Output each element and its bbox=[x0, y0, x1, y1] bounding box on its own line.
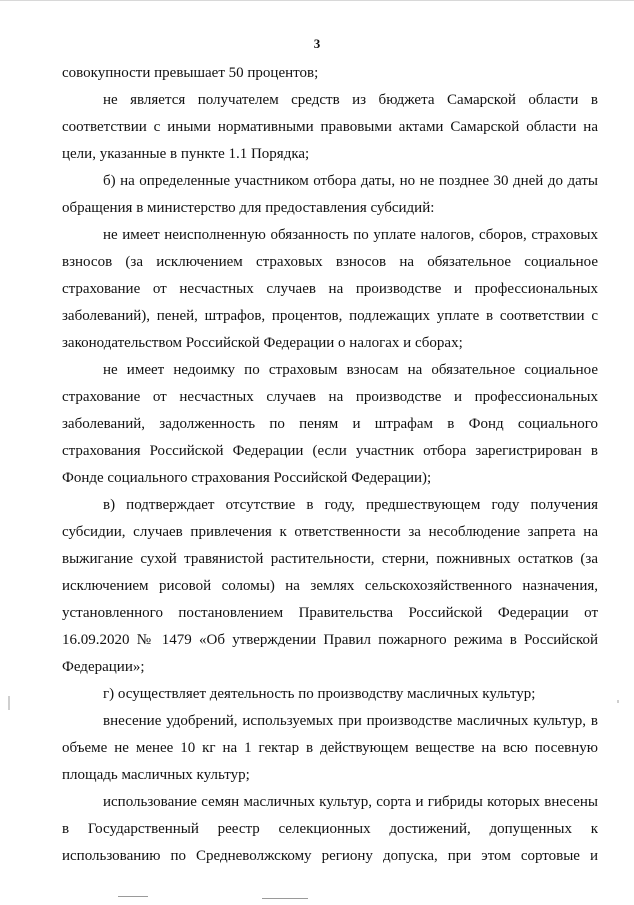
text-line: страхование от несчастных случаев на производстве и профессиональных bbox=[62, 389, 598, 405]
page-number: 3 bbox=[313, 36, 321, 51]
text-line: страхования Российской Федерации (если участник отбора зарегистрирован в bbox=[62, 443, 598, 459]
text-line: установленного постановлением Правительства Российской Федерации от bbox=[62, 605, 598, 621]
text-line: в) подтверждает отсутствие в году, предшествующем году получения bbox=[103, 497, 598, 513]
text-line: г) осуществляет деятельность по производству масличных культур; bbox=[103, 686, 536, 702]
text-line: обращения в министерство для предоставления субсидий: bbox=[62, 200, 435, 216]
text-line: внесение удобрений, используемых при производстве масличных культур, в bbox=[103, 713, 598, 729]
text-line: б) на определенные участником отбора даты, но не позднее 30 дней до даты bbox=[103, 173, 598, 189]
text-line: не имеет неисполненную обязанность по уплате налогов, сборов, страховых bbox=[103, 227, 598, 243]
text-line: объеме не менее 10 кг на 1 гектар в действующем веществе на всю посевную bbox=[62, 740, 598, 756]
text-line: Фонде социального страхования Российской Федерации); bbox=[62, 470, 432, 486]
page-top-edge bbox=[0, 0, 634, 1]
text-line: выжигание сухой травянистой растительности, стерни, пожнивных остатков (за bbox=[62, 551, 598, 567]
text-line: Федерации»; bbox=[62, 659, 145, 675]
scan-artifact bbox=[118, 896, 148, 897]
text-line: не имеет недоимку по страховым взносам на обязательное социальное bbox=[103, 362, 598, 378]
text-line: страхование от несчастных случаев на производстве и профессиональных bbox=[62, 281, 598, 297]
text-line: соответствии с иными нормативными правовыми актами Самарской области на bbox=[62, 119, 598, 135]
text-line: законодательством Российской Федерации о налогах и сборах; bbox=[62, 335, 463, 351]
text-line: площадь масличных культур; bbox=[62, 767, 250, 783]
text-line: заболеваний, задолженность по пеням и штрафам в Фонд социального bbox=[62, 416, 598, 432]
text-line: совокупности превышает 50 процентов; bbox=[62, 65, 319, 81]
text-line: использование семян масличных культур, сорта и гибриды которых внесены bbox=[103, 794, 598, 810]
scan-artifact bbox=[8, 696, 10, 710]
text-line: заболеваний), пеней, штрафов, процентов, подлежащих уплате в соответствии с bbox=[62, 308, 598, 324]
text-line: 16.09.2020 № 1479 «Об утверждении Правил пожарного режима в Российской bbox=[62, 632, 598, 648]
text-line: исключением рисовой соломы) на землях сельскохозяйственного назначения, bbox=[62, 578, 598, 594]
text-line: в Государственный реестр селекционных достижений, допущенных к bbox=[62, 821, 598, 837]
text-line: не является получателем средств из бюджета Самарской области в bbox=[103, 92, 598, 108]
text-line: субсидии, случаев привлечения к ответственности за несоблюдение запрета на bbox=[62, 524, 598, 540]
text-line: цели, указанные в пункте 1.1 Порядка; bbox=[62, 146, 310, 162]
scan-artifact bbox=[617, 700, 619, 703]
scan-artifact bbox=[262, 898, 308, 899]
text-line: взносов (за исключением страховых взносов на обязательное социальное bbox=[62, 254, 598, 270]
text-line: использованию по Средневолжскому региону допуска, при этом сортовые и bbox=[62, 848, 598, 864]
